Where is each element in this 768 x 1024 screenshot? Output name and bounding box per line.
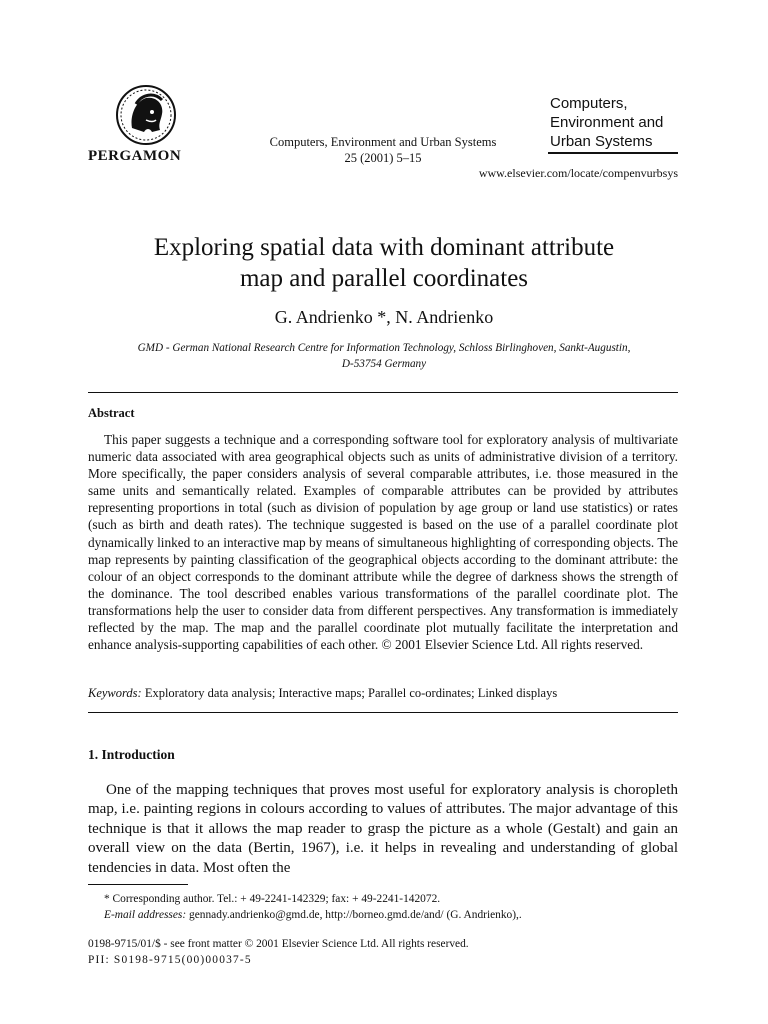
journal-citation <box>230 134 536 166</box>
journal-brand <box>550 94 663 151</box>
keywords-list: Exploratory data analysis; Interactive maps; Parallel co-ordinates; Linked displays <box>144 686 558 700</box>
journal-volume: 25 (2001) 5–15 <box>344 151 422 165</box>
front-matter-line: 0198-9715/01/$ - see front matter © 2001 Elsevier Science Ltd. All rights reserved. <box>88 938 469 950</box>
brand-line-2: Environment and <box>550 114 664 131</box>
corresponding-author-note: * Corresponding author. Tel.: + 49-2241-142329; fax: + 49-2241-142072. <box>104 893 441 905</box>
affiliation-line-1: GMD - German National Research Centre for Information Technology, Schloss Birlinghoven, Sankt-Augustin, <box>137 342 631 354</box>
journal-url[interactable]: www.elsevier.com/locate/compenvurbsys <box>478 166 678 180</box>
abstract-body: This paper suggests a technique and a corresponding software tool for exploratory analysis of multivariate numeric data associated with area geographical objects such as units of administrative division of a territory. More specifically, the paper considers analysis of several comparable attributes, i.e. those measured in the same units and semantically related. Examples of comparable attributes can be provided by attributes representing proportions in total (such as division of population by age group or land use statistics) or rates (such as birth and death rates). The technique suggested is based on the use of a parallel coordinate plot dynamically linked to an interactive map by means of simultaneous highlighting of corresponding objects. The map represents by painting classification of the geographical objects according to the dominant attribute: the colour of an object corresponds to the dominant attribute while the degree of darkness shows the strength of the dominance. The tool described enables various transformations of the parallel coordinate plot. The transformations help the user to consider data from different perspectives. Any transformation is immediately reflected by the map. The map and the parallel coordinate plot mutually facilitate the interpretation and enhance analysis-supporting capabilities of each other. © 2001 Elsevier Science Ltd. All rights reserved. <box>88 432 678 653</box>
email-addresses[interactable]: gennady.andrienko@gmd.de, http://borneo.gmd.de/and/ (G. Andrienko),. <box>186 909 522 921</box>
author-list: G. Andrienko *, N. Andrienko <box>274 307 494 327</box>
keywords-label: Keywords: <box>88 686 142 700</box>
keywords-line <box>88 686 678 701</box>
abstract-top-rule <box>88 392 678 393</box>
journal-name: Computers, Environment and Urban Systems <box>269 135 497 149</box>
footnote-rule <box>88 884 188 885</box>
title-line-2: map and parallel coordinates <box>239 265 529 292</box>
brand-line-1: Computers, <box>550 95 628 112</box>
email-footnote <box>104 909 522 921</box>
section-heading-introduction: 1. Introduction <box>88 747 175 762</box>
brand-line-3: Urban Systems <box>550 133 653 150</box>
pii-line: PII: S0198-9715(00)00037-5 <box>88 954 252 966</box>
article-title <box>60 232 708 294</box>
athena-head-icon <box>106 84 186 146</box>
brand-divider <box>548 152 678 154</box>
author-affiliation <box>80 340 688 372</box>
affiliation-line-2: D-53754 Germany <box>341 358 427 370</box>
email-label: E-mail addresses: <box>104 909 187 921</box>
publisher-name: PERGAMON <box>88 148 182 164</box>
abstract-bottom-rule <box>88 712 678 713</box>
introduction-body: One of the mapping techniques that proves most useful for exploratory analysis is choropleth map, i.e. painting regions in colours according to values of attributes. The major advantage of this technique is that it allows the map reader to grasp the picture as a whole (Gestalt) and gain an overall view on the data (Bertin, 1967), i.e. it helps in revealing and understanding of global tendencies in data. Most often the <box>88 782 678 876</box>
title-line-1: Exploring spatial data with dominant attribute <box>153 234 615 261</box>
abstract-heading: Abstract <box>88 406 135 420</box>
